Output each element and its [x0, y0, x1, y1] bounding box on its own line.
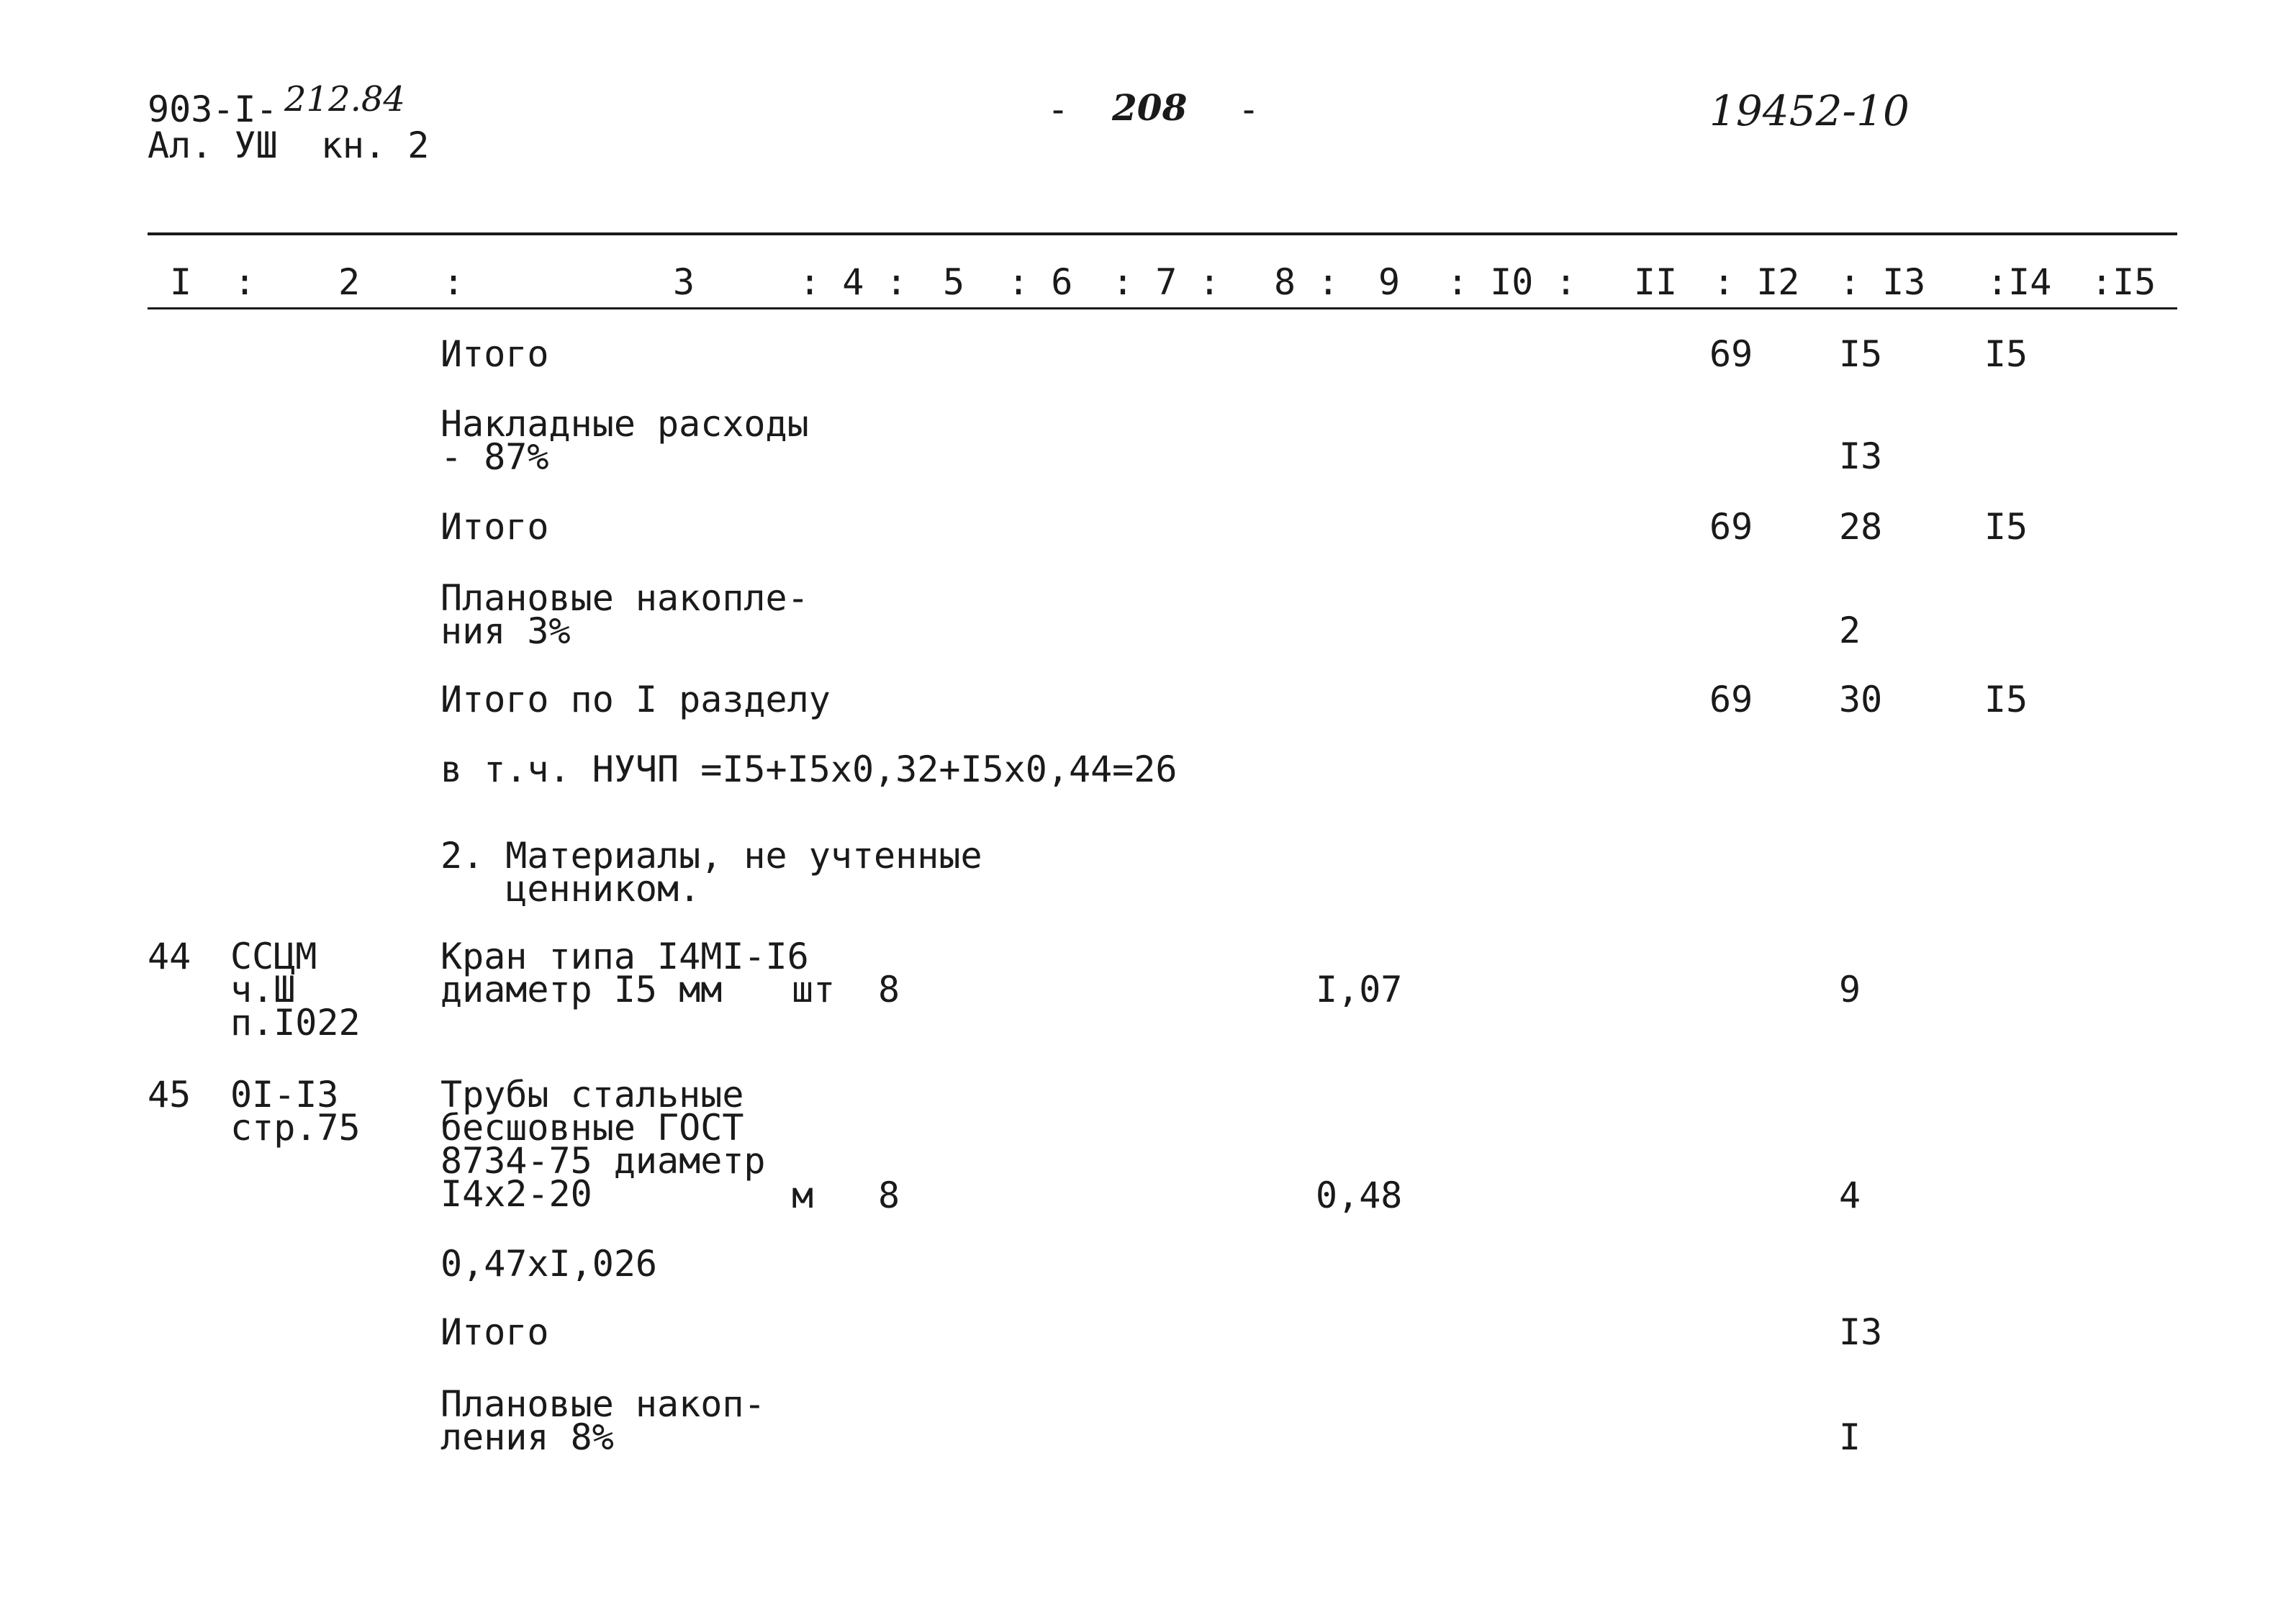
reference-line: стр.75 [230, 1107, 361, 1149]
cell-col12: 69 [1709, 679, 1753, 720]
header-bottom-rule [148, 307, 2177, 309]
doc-code-handwritten: 212.84 [284, 79, 405, 119]
col-header: 8 : [1274, 261, 1339, 303]
cell-col13: 9 [1839, 969, 1861, 1010]
description-line: I4x2-20 [440, 1173, 592, 1215]
col-header: 9 [1378, 261, 1401, 303]
col-header: : I0 : [1447, 261, 1577, 303]
header-top-rule [148, 232, 2177, 235]
item-quantity: 8 [878, 969, 900, 1010]
cell-col12: 69 [1709, 506, 1753, 548]
description-line: Кран типа I4MI-I6 [440, 936, 809, 977]
page-number: 208 [1112, 86, 1188, 129]
col-header: I [170, 261, 192, 303]
section-heading-line: 2. Материалы, не учтенные [440, 835, 982, 877]
reference-line: 0I-I3 [230, 1074, 339, 1116]
col-header: : 4 : [799, 261, 908, 303]
cell-col13: 30 [1839, 679, 1883, 720]
cell-col13: 28 [1839, 506, 1883, 548]
cell-col13: I5 [1839, 333, 1883, 375]
cell-col13: I [1839, 1416, 1861, 1458]
col-header: :I4 [1987, 261, 2052, 303]
row-label-line: - 87% [440, 436, 549, 478]
col-header: :I5 [2091, 261, 2156, 303]
cell-col13: I3 [1839, 435, 1883, 477]
album-info: Ал. УШ кн. 2 [148, 125, 430, 166]
reference-line: ч.Ш [230, 969, 296, 1010]
col-header: 2 [338, 261, 361, 303]
item-quantity: 8 [878, 1175, 900, 1216]
col-header: : [443, 261, 465, 303]
page-dash-right: - [1238, 89, 1260, 130]
col-header: : I3 [1839, 261, 1926, 303]
col-header: 3 [673, 261, 695, 303]
row-label: Итого [440, 333, 549, 375]
col-header: : [234, 261, 256, 303]
item-unit: шт [792, 969, 836, 1010]
row-label-line: Плановые накопле- [440, 577, 809, 619]
cell-col14: I5 [1984, 679, 2028, 720]
reference-line: ССЦМ [230, 936, 317, 977]
row-label: Итого [440, 1311, 549, 1353]
cell-col14: I5 [1984, 506, 2028, 548]
description-line: Трубы стальные [440, 1074, 744, 1116]
cell-col14: I5 [1984, 333, 2028, 375]
description-line: 8734-75 диаметр [440, 1140, 766, 1182]
col-header: : 7 : [1112, 261, 1221, 303]
item-price: 0,48 [1316, 1175, 1403, 1216]
item-number: 45 [148, 1074, 191, 1116]
cell-col13: I3 [1839, 1311, 1883, 1353]
section-heading-line: ценником. [440, 868, 701, 910]
row-label-line: ния 3% [440, 610, 571, 652]
row-label: Итого по I разделу [440, 679, 831, 720]
row-label-line: Плановые накоп- [440, 1383, 766, 1425]
page-dash-left: - [1047, 89, 1070, 130]
row-label-line: ления 8% [440, 1416, 614, 1458]
formula-line: в т.ч. НУЧП =I5+I5x0,32+I5x0,44=26 [440, 748, 1178, 790]
cell-col13: 4 [1839, 1175, 1861, 1216]
reference-line: п.I022 [230, 1002, 361, 1044]
item-unit: м [792, 1175, 814, 1216]
item-number: 44 [148, 936, 191, 977]
col-header: 5 [943, 261, 965, 303]
description-line: бесшовные ГОСТ [440, 1107, 744, 1149]
cell-col12: 69 [1709, 333, 1753, 375]
col-header: II [1634, 261, 1678, 303]
col-header: : 6 [1008, 261, 1073, 303]
description-line: диаметр I5 мм [440, 969, 723, 1010]
doc-number: 19452-10 [1709, 86, 1909, 135]
item-price: I,07 [1316, 969, 1403, 1010]
formula-line: 0,47xI,026 [440, 1243, 658, 1285]
row-label-line: Накладные расходы [440, 403, 809, 445]
row-label: Итого [440, 506, 549, 548]
doc-code-prefix: 903-I- [148, 89, 278, 130]
col-header: : I2 [1713, 261, 1800, 303]
cell-col13: 2 [1839, 610, 1861, 651]
